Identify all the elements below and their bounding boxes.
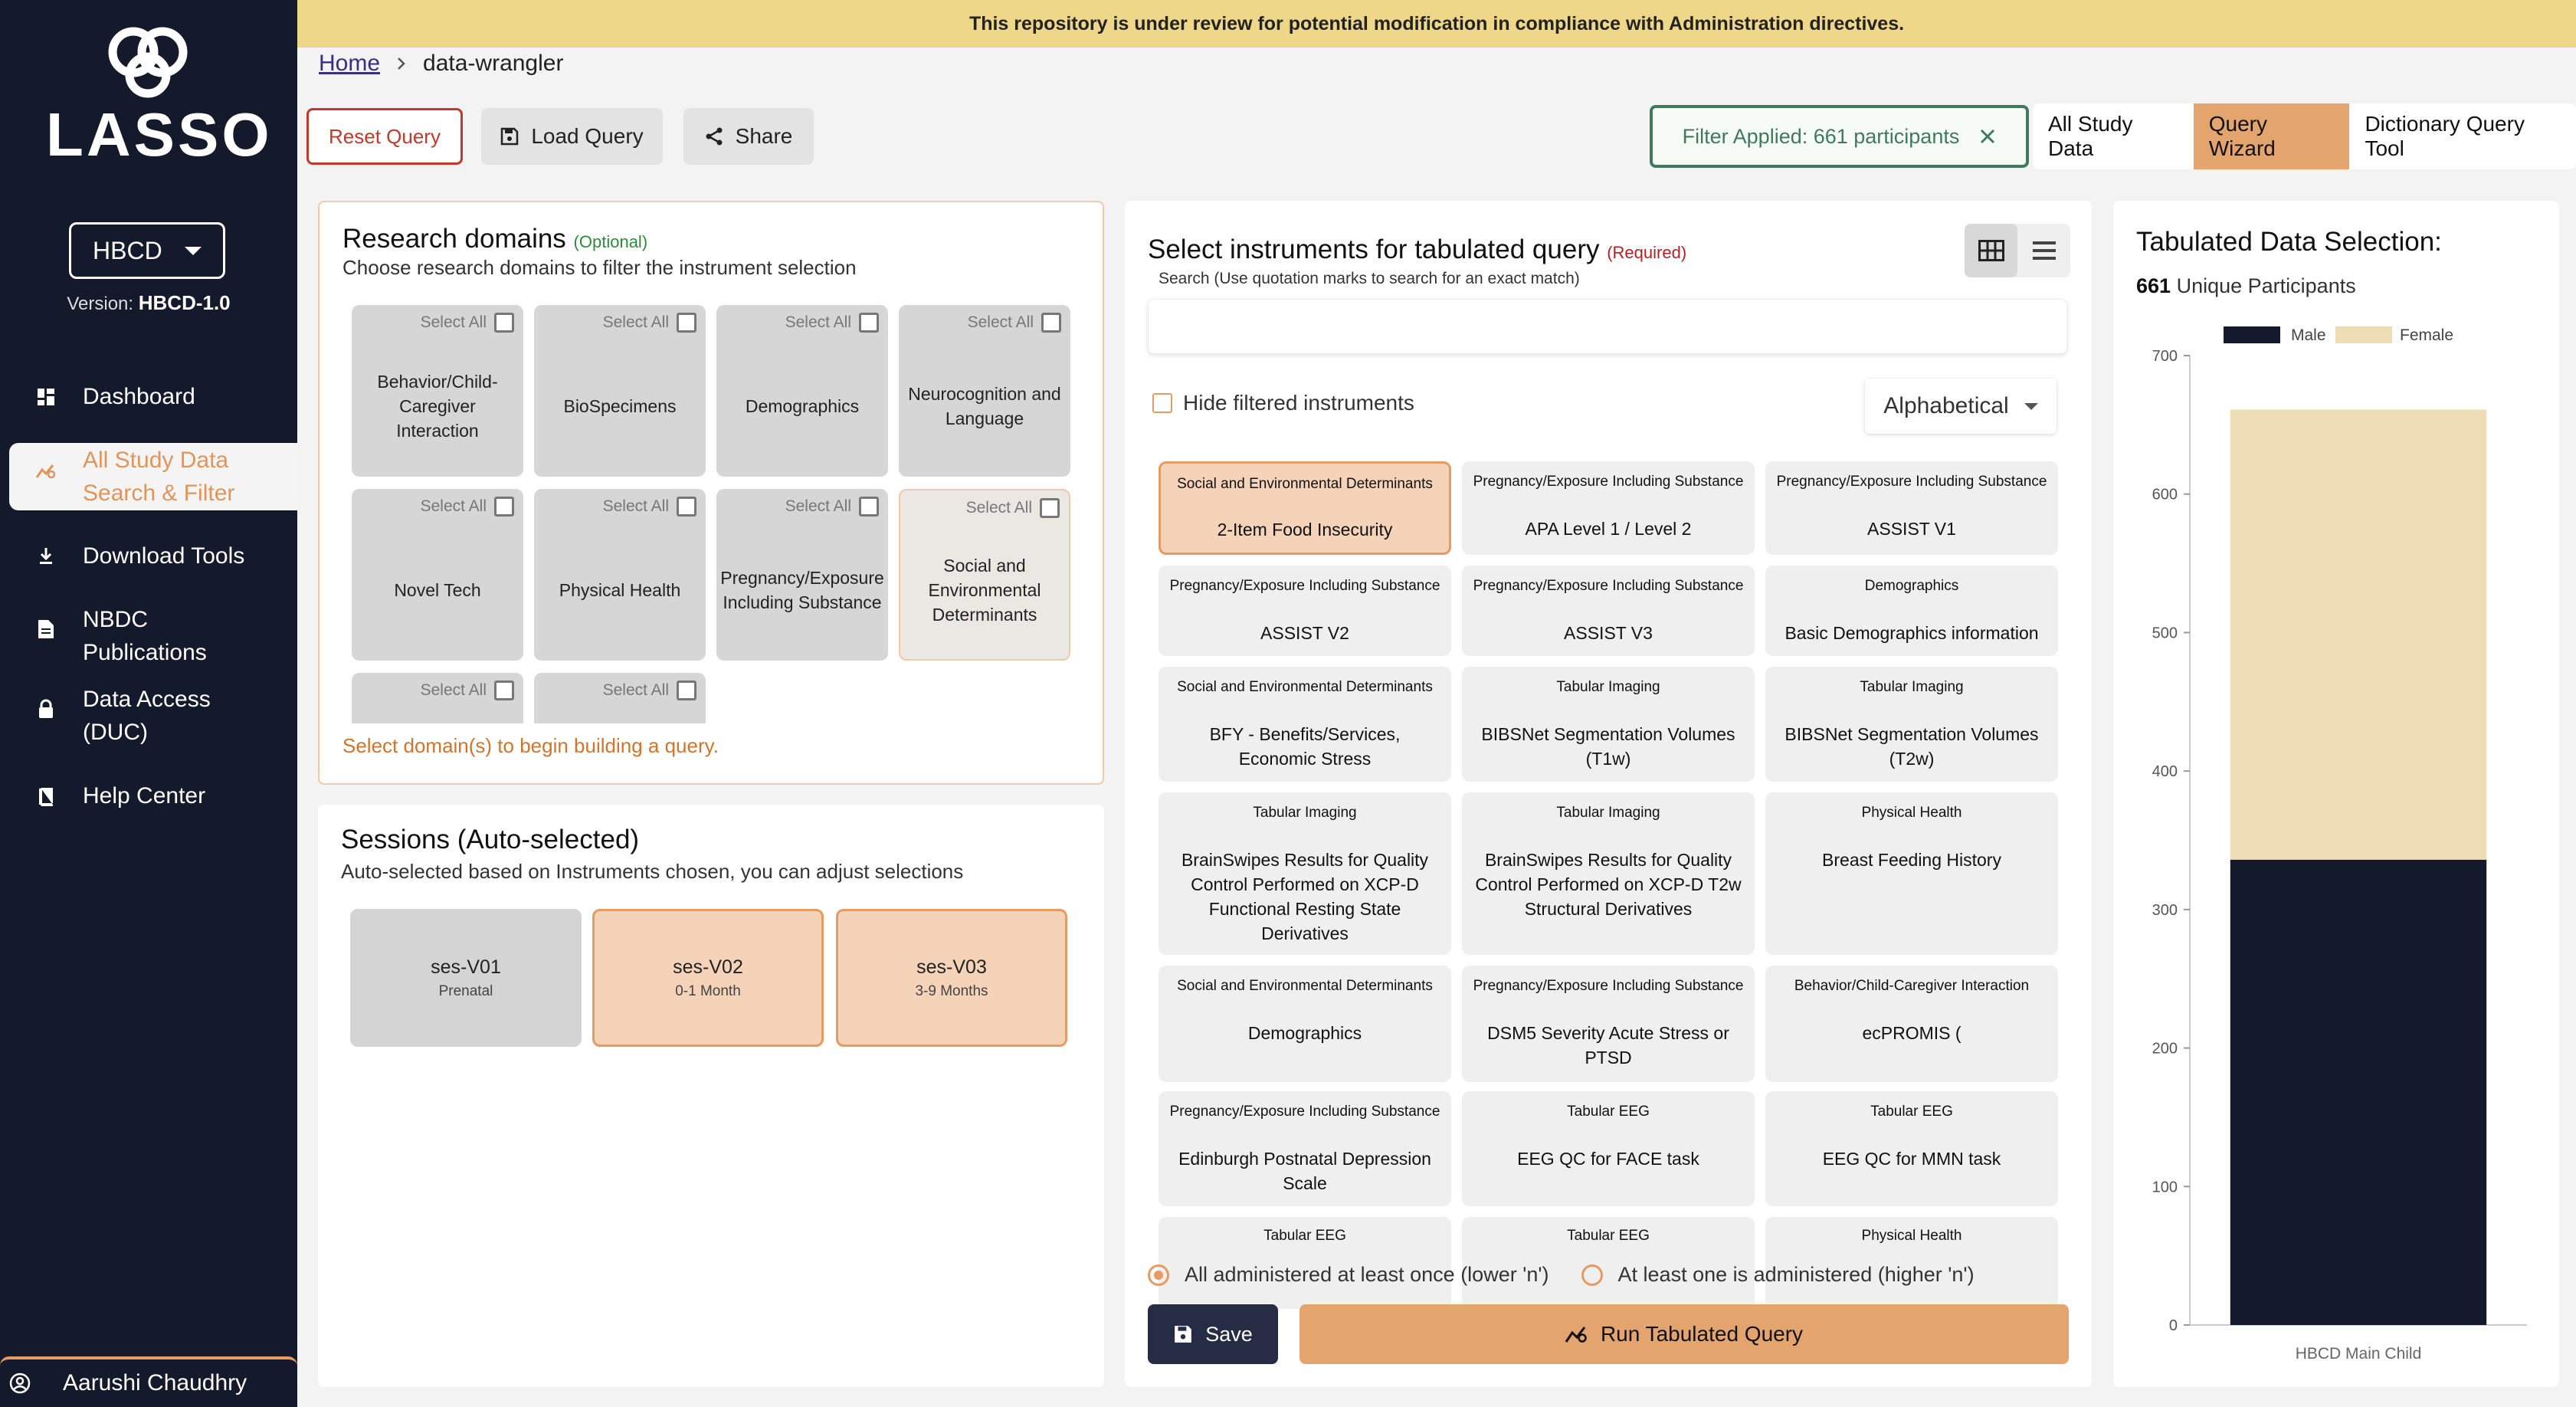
radio-higher-n[interactable]: [1581, 1264, 1603, 1286]
research-domains-title: [342, 224, 647, 254]
chart-legend: [2224, 326, 2453, 344]
sessions-subtitle: Auto-selected based on Instruments chosen, you can adjust selections: [341, 860, 964, 883]
domain-card[interactable]: [899, 489, 1070, 661]
session-card[interactable]: [592, 909, 824, 1047]
select-all-label: Select All: [602, 313, 669, 331]
instrument-category: Tabular EEG: [1263, 1228, 1346, 1244]
share-icon: [705, 127, 723, 146]
instrument-category: Tabular Imaging: [1253, 805, 1357, 821]
y-tick-label: 400: [2152, 763, 2178, 781]
instrument-tile[interactable]: [1462, 1091, 1755, 1206]
y-tick-label: 300: [2152, 901, 2178, 919]
select-all-checkbox[interactable]: [494, 313, 514, 333]
y-tick-label: 100: [2152, 1179, 2178, 1196]
instrument-category: Social and Environmental Determinants: [1177, 978, 1433, 994]
close-icon[interactable]: [1979, 128, 1996, 145]
sidebar: [0, 0, 297, 1407]
instruments-title-text: Select instruments for tabulated query: [1148, 235, 1600, 264]
instrument-tile[interactable]: [1765, 461, 2058, 555]
radio-higher-n-label: At least one is administered (higher 'n'): [1617, 1263, 1975, 1286]
instrument-name: 2-Item Food Insecurity: [1217, 520, 1393, 540]
domain-card[interactable]: [899, 305, 1070, 477]
select-all-label: Select All: [785, 497, 851, 515]
sidebar-item-label: NBDC Publications: [83, 607, 207, 665]
research-domains-subtitle: Choose research domains to filter the instrument selection: [342, 256, 857, 279]
run-tabulated-query-button[interactable]: [1299, 1304, 2069, 1364]
notice-banner: This repository is under review for potential modification in compliance with Administration directives.: [297, 0, 2576, 48]
session-name: ses-V03: [916, 956, 987, 978]
instrument-category: Pregnancy/Exposure Including Substance: [1473, 474, 1744, 490]
breadcrumb-current: data-wrangler: [423, 51, 564, 76]
instrument-name: BFY - Benefits/Services, Economic Stress: [1209, 724, 1401, 769]
instrument-tile[interactable]: [1765, 566, 2058, 656]
session-sub: Prenatal: [438, 982, 493, 999]
session-name: ses-V01: [431, 956, 501, 978]
instrument-tile[interactable]: [1159, 792, 1451, 955]
instrument-tile[interactable]: [1159, 566, 1451, 656]
instrument-tile[interactable]: [1765, 667, 2058, 782]
research-domains-title-text: Research domains: [342, 224, 566, 254]
download-icon: [38, 548, 54, 565]
instrument-name: EEG QC for FACE task: [1517, 1149, 1699, 1169]
instrument-tile[interactable]: [1159, 966, 1451, 1082]
instrument-category: Physical Health: [1861, 1228, 1962, 1244]
view-toggle: [1965, 224, 2070, 277]
document-icon: [38, 620, 54, 638]
select-all-checkbox[interactable]: [494, 497, 514, 517]
filter-applied-pill: [1650, 105, 2029, 168]
instrument-category: Tabular Imaging: [1556, 679, 1660, 695]
instrument-name: ecPROMIS (: [1862, 1023, 1961, 1043]
instrument-name: Basic Demographics information: [1785, 623, 2039, 643]
instrument-category: Pregnancy/Exposure Including Substance: [1473, 578, 1744, 594]
breadcrumb-home-link[interactable]: Home: [319, 51, 381, 76]
instrument-name: ASSIST V1: [1867, 519, 1956, 539]
instrument-tile[interactable]: [1462, 461, 1755, 555]
tabulated-data-panel: [2113, 201, 2559, 1387]
select-all-checkbox[interactable]: [1041, 313, 1061, 333]
select-all-checkbox[interactable]: [1040, 498, 1060, 518]
instrument-tile[interactable]: [1159, 667, 1451, 782]
instrument-tile[interactable]: [1159, 461, 1451, 555]
select-all-toggle[interactable]: [785, 497, 879, 517]
instrument-name: Edinburgh Postnatal Depression Scale: [1178, 1149, 1431, 1193]
tab-query-wizard[interactable]: Query Wizard: [2194, 103, 2350, 169]
instrument-category: Tabular EEG: [1567, 1228, 1650, 1244]
instrument-name: EEG QC for MMN task: [1822, 1149, 2001, 1169]
instrument-name: Breast Feeding History: [1822, 850, 2001, 870]
load-query-button[interactable]: [481, 108, 663, 165]
sidebar-item-nbdc-publications[interactable]: [9, 603, 297, 669]
instrument-category: Pregnancy/Exposure Including Substance: [1169, 578, 1440, 594]
instrument-name: ASSIST V3: [1564, 623, 1653, 643]
query-chart-icon: [1565, 1325, 1588, 1343]
reset-query-label: Reset Query: [329, 124, 441, 148]
select-all-checkbox[interactable]: [677, 313, 696, 333]
search-hint: Search (Use quotation marks to search for an exact match): [1159, 270, 1580, 287]
instrument-category: Physical Health: [1861, 805, 1962, 821]
reset-query-button[interactable]: [306, 108, 463, 165]
grid-icon: [1978, 240, 2004, 261]
x-tick-label: HBCD Main Child: [2295, 1345, 2422, 1363]
domain-hint: Select domain(s) to begin building a query.: [342, 734, 719, 757]
breadcrumb: [319, 51, 563, 77]
grid-view-button[interactable]: [1965, 224, 2017, 277]
y-tick-label: 700: [2152, 348, 2178, 365]
sessions-title: Sessions (Auto-selected): [341, 825, 640, 854]
radio-lower-n-label: All administered at least once (lower 'n'): [1185, 1263, 1549, 1286]
domain-card[interactable]: [352, 673, 523, 723]
instrument-tile[interactable]: [1462, 566, 1755, 656]
select-all-toggle[interactable]: [421, 681, 514, 700]
domain-card[interactable]: [716, 489, 888, 661]
legend-swatch-female: [2335, 326, 2392, 343]
instrument-category: Tabular EEG: [1870, 1104, 1953, 1120]
sidebar-item-label: Dashboard: [83, 384, 195, 409]
select-all-toggle[interactable]: [421, 313, 514, 333]
instrument-tile[interactable]: [1765, 1091, 2058, 1206]
optional-tag: (Optional): [573, 232, 648, 251]
lock-icon: [38, 700, 54, 718]
sort-value: Alphabetical: [1883, 393, 2009, 418]
chevron-right-icon: [397, 57, 406, 71]
instrument-name: DSM5 Severity Acute Stress or PTSD: [1487, 1023, 1729, 1068]
instrument-name: Demographics: [1247, 1023, 1362, 1043]
select-all-checkbox[interactable]: [859, 313, 879, 333]
instrument-category: Tabular Imaging: [1556, 805, 1660, 821]
instrument-name: BIBSNet Segmentation Volumes (T1w): [1481, 724, 1735, 769]
legend-label-male: Male: [2291, 326, 2326, 344]
list-icon: [2033, 241, 2056, 261]
study-select[interactable]: [69, 222, 225, 279]
version-label: Version:: [67, 294, 134, 314]
sidebar-item-help-center[interactable]: [9, 779, 297, 812]
tab-all-study-data[interactable]: All Study Data: [2048, 112, 2133, 160]
instrument-category: Social and Environmental Determinants: [1177, 679, 1433, 695]
participants-bar-chart: [2113, 201, 2559, 1387]
sidebar-item-data-access[interactable]: [9, 683, 297, 749]
select-all-checkbox[interactable]: [677, 681, 696, 700]
instruments-title: [1148, 235, 1686, 265]
instrument-category: Tabular Imaging: [1860, 679, 1964, 695]
hide-filtered-label: Hide filtered instruments: [1183, 391, 1414, 415]
select-all-toggle[interactable]: [968, 313, 1061, 333]
user-icon: [9, 1373, 31, 1394]
search-filter-icon: [36, 464, 56, 479]
sidebar-item-dashboard[interactable]: [9, 380, 297, 413]
instrument-category: Social and Environmental Determinants: [1177, 476, 1433, 492]
session-sub: 0-1 Month: [675, 982, 741, 999]
select-all-label: Select All: [602, 681, 669, 699]
hide-filtered-checkbox[interactable]: [1152, 393, 1172, 413]
version-value: HBCD-1.0: [138, 291, 231, 314]
instrument-tile[interactable]: [1159, 1091, 1451, 1206]
instrument-name: ASSIST V2: [1260, 623, 1349, 643]
select-all-label: Select All: [785, 313, 851, 331]
instrument-category: Tabular EEG: [1567, 1104, 1650, 1120]
domain-card[interactable]: [716, 305, 888, 477]
version-text: [0, 291, 297, 315]
tab-dictionary-query-tool[interactable]: Dictionary Query Tool: [2365, 112, 2525, 160]
domain-label: Novel Tech: [394, 580, 481, 600]
instrument-category: Pregnancy/Exposure Including Substance: [1169, 1104, 1440, 1120]
session-card[interactable]: [350, 909, 582, 1047]
domain-card[interactable]: [534, 489, 706, 661]
instrument-grid: [1159, 461, 2067, 1244]
domain-label: Neurocognition and Language: [908, 384, 1061, 428]
participant-count-label: Unique Participants: [2176, 274, 2356, 297]
legend-swatch-male: [2224, 326, 2280, 343]
domain-card[interactable]: [534, 305, 706, 477]
chart-plot-area: [2152, 348, 2527, 1363]
domain-label: Behavior/Child-Caregiver Interaction: [377, 372, 498, 441]
share-button[interactable]: [683, 108, 814, 165]
select-all-label: Select All: [420, 681, 487, 699]
user-name: Aarushi Chaudhry: [63, 1370, 247, 1396]
session-card[interactable]: [836, 909, 1067, 1047]
logo-text: LASSO: [46, 100, 273, 169]
sidebar-item-label: Data Access (DUC): [83, 687, 211, 745]
user-menu[interactable]: [0, 1356, 297, 1407]
select-all-label: Select All: [420, 497, 487, 515]
instrument-name: BrainSwipes Results for Quality Control Performed on XCP-D Functional Resting State Derivatives: [1181, 850, 1429, 943]
select-all-toggle[interactable]: [966, 498, 1060, 518]
domain-label: Physical Health: [559, 580, 681, 600]
session-sub: 3-9 Months: [915, 982, 988, 999]
select-all-toggle[interactable]: [603, 681, 696, 700]
select-all-label: Select All: [965, 499, 1032, 517]
instrument-category: Demographics: [1864, 578, 1959, 594]
select-all-checkbox[interactable]: [677, 497, 696, 517]
domain-label: BioSpecimens: [563, 396, 677, 416]
sidebar-item-label: Download Tools: [83, 543, 245, 569]
select-all-toggle[interactable]: [421, 497, 514, 517]
domain-label: Demographics: [745, 396, 860, 416]
select-all-label: Select All: [420, 313, 487, 331]
domain-card[interactable]: [534, 673, 706, 723]
administration-mode: [1148, 1263, 1975, 1287]
select-all-checkbox[interactable]: [494, 681, 514, 700]
research-domains-panel: [318, 201, 1104, 785]
bar-segment-female: [2230, 409, 2486, 859]
bar-segment-male: [2230, 860, 2486, 1325]
select-all-toggle[interactable]: [603, 313, 696, 333]
caret-down-icon: [2024, 403, 2038, 410]
instrument-name: BIBSNet Segmentation Volumes (T2w): [1785, 724, 2039, 769]
logo[interactable]: [46, 18, 273, 170]
instrument-category: Pregnancy/Exposure Including Substance: [1776, 474, 2047, 490]
select-all-label: Select All: [967, 313, 1034, 331]
sidebar-item-label: Help Center: [83, 783, 206, 808]
view-tabs: [2033, 103, 2576, 169]
filter-applied-label: Filter Applied: 661 participants: [1682, 124, 1960, 148]
instrument-tile[interactable]: [1765, 966, 2058, 1082]
list-view-button[interactable]: [2017, 224, 2070, 277]
instrument-category: Pregnancy/Exposure Including Substance: [1473, 978, 1744, 994]
select-all-checkbox[interactable]: [859, 497, 879, 517]
sidebar-item-label: All Study Data Search & Filter: [83, 448, 235, 506]
dashboard-icon: [38, 389, 54, 405]
session-name: ses-V02: [673, 956, 743, 978]
run-query-label: Run Tabulated Query: [1600, 1322, 1804, 1346]
participant-count-value: 661: [2136, 274, 2171, 297]
sidebar-item-all-study-data[interactable]: [9, 443, 297, 510]
y-tick-label: 500: [2152, 625, 2178, 642]
y-tick-label: 0: [2168, 1317, 2178, 1334]
radio-lower-n[interactable]: [1148, 1264, 1169, 1286]
instrument-tile[interactable]: [1462, 792, 1755, 955]
instrument-category: Behavior/Child-Caregiver Interaction: [1794, 978, 2030, 994]
book-icon: [38, 788, 54, 806]
legend-label-female: Female: [2400, 326, 2454, 344]
save-button[interactable]: [1148, 1304, 1278, 1364]
instrument-tile[interactable]: [1462, 966, 1755, 1082]
select-all-label: Select All: [602, 497, 669, 515]
caret-down-icon: [185, 247, 202, 255]
save-label: Save: [1205, 1322, 1253, 1346]
sort-select[interactable]: [1865, 379, 2057, 434]
instrument-name: APA Level 1 / Level 2: [1525, 519, 1692, 539]
instruments-panel: [1125, 201, 2092, 1387]
share-label: Share: [735, 124, 793, 148]
lasso-logo-icon: [98, 18, 198, 98]
study-select-value: HBCD: [93, 236, 162, 264]
load-query-label: Load Query: [531, 124, 644, 148]
select-all-toggle[interactable]: [603, 497, 696, 517]
domain-card[interactable]: [352, 489, 523, 661]
hide-filtered-toggle[interactable]: [1152, 391, 1414, 415]
instrument-name: BrainSwipes Results for Quality Control Performed on XCP-D T2w Structural Derivatives: [1475, 850, 1742, 919]
domain-card[interactable]: [352, 305, 523, 477]
instrument-search-input[interactable]: [1148, 299, 2067, 354]
domain-label: Social and Environmental Determinants: [928, 556, 1041, 625]
y-tick-label: 600: [2152, 486, 2178, 503]
required-tag: (Required): [1607, 243, 1687, 262]
sidebar-item-download-tools[interactable]: [9, 540, 297, 572]
instrument-tile[interactable]: [1462, 667, 1755, 782]
sessions-panel: [318, 805, 1104, 1387]
save-disk-icon: [500, 127, 519, 146]
instrument-tile[interactable]: [1765, 792, 2058, 955]
domain-label: Pregnancy/Exposure Including Substance: [720, 568, 884, 612]
save-disk-icon: [1173, 1324, 1193, 1344]
select-all-toggle[interactable]: [785, 313, 879, 333]
chart-title: Tabulated Data Selection:: [2136, 227, 2442, 257]
y-tick-label: 200: [2152, 1040, 2178, 1058]
